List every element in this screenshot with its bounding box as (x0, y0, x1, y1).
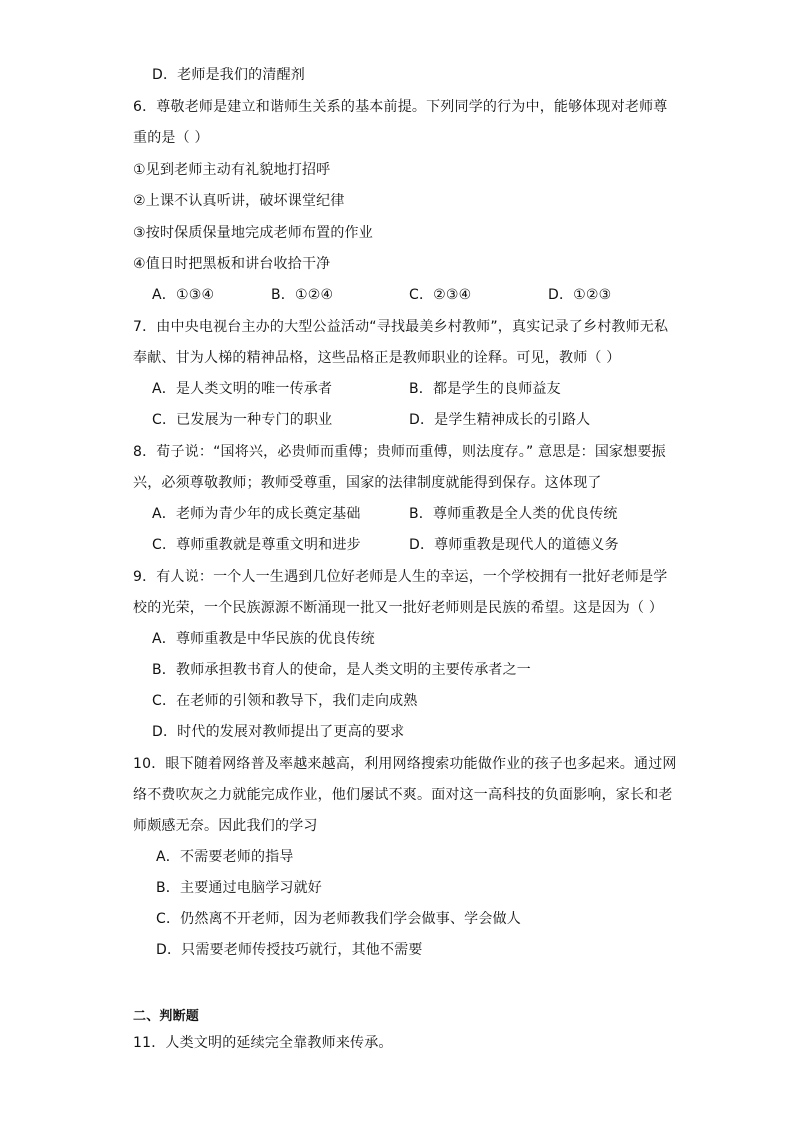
q6-item-2: ②上课不认真听讲，破坏课堂纪律 (133, 193, 345, 209)
q8-stem-line1: 8．荀子说：“国将兴，必贵师而重傅；贵师而重傅，则法度存。” 意思是：国家想要振 (133, 444, 666, 460)
q8-option-d: D．尊师重教是现代人的道德义务 (409, 537, 619, 553)
q7-stem-line1: 7．由中央电视台主办的大型公益活动“寻找最美乡村教师”，真实记录了乡村教师无私 (133, 319, 669, 335)
q9-option-a: A．尊师重教是中华民族的优良传统 (152, 631, 375, 647)
q7-option-b: B．都是学生的良师益友 (409, 381, 561, 397)
q8-option-b: B．尊师重教是全人类的优良传统 (409, 506, 618, 522)
q10-stem-line2: 络不费吹灰之力就能完成作业，他们屡试不爽。面对这一高科技的负面影响，家长和老 (133, 787, 673, 803)
q8-stem-line2: 兴，必须尊敬教师；教师受尊重，国家的法律制度就能得到保存。这体现了 (133, 475, 602, 491)
q6-option-c: C．②③④ (409, 287, 472, 303)
q10-stem-line1: 10．眼下随着网络普及率越来越高，利用网络搜索功能做作业的孩子也多起来。通过网 (133, 756, 677, 772)
q6-stem-line2: 重的是（ ） (133, 130, 209, 146)
q6-option-d: D．①②③ (548, 287, 612, 303)
q10-stem-line3: 师颇感无奈。因此我们的学习 (133, 818, 318, 834)
q7-option-a: A．是人类文明的唯一传承者 (152, 381, 333, 397)
q7-option-d: D．是学生精神成长的引路人 (409, 412, 591, 428)
q5-option-d: D．老师是我们的清醒剂 (152, 67, 305, 83)
q9-option-d: D．时代的发展对教师提出了更高的要求 (152, 724, 405, 740)
q9-option-c: C．在老师的引领和教导下，我们走向成熟 (152, 693, 418, 709)
q8-option-c: C．尊师重教就是尊重文明和进步 (152, 537, 361, 553)
q9-stem-line2: 校的光荣，一个民族源源不断涌现一批又一批好老师则是民族的希望。这是因为（ ） (133, 600, 664, 616)
q6-option-a: A．①③④ (152, 287, 215, 303)
q7-option-c: C．已发展为一种专门的职业 (152, 412, 333, 428)
q6-item-1: ①见到老师主动有礼貌地打招呼 (133, 162, 331, 178)
q6-item-3: ③按时保质保量地完成老师布置的作业 (133, 225, 373, 241)
section-title-judgment: 二、判断题 (133, 1009, 200, 1024)
q8-option-a: A．老师为青少年的成长奠定基础 (152, 506, 361, 522)
q10-option-b: B．主要通过电脑学习就好 (156, 880, 323, 896)
q10-option-a: A．不需要老师的指导 (156, 849, 294, 865)
q10-option-d: D．只需要老师传授技巧就行，其他不需要 (156, 942, 423, 958)
q6-stem-line1: 6．尊敬老师是建立和谐师生关系的基本前提。下列同学的行为中，能够体现对老师尊 (133, 99, 668, 115)
q9-option-b: B．教师承担教书育人的使命，是人类文明的主要传承者之一 (152, 662, 532, 678)
q7-stem-line2: 奉献、甘为人梯的精神品格，这些品格正是教师职业的诠释。可见，教师（ ） (133, 350, 621, 366)
q6-option-b: B．①②④ (271, 287, 334, 303)
q11-stem: 11．人类文明的延续完全靠教师来传承。 (133, 1035, 393, 1051)
q9-stem-line1: 9．有人说：一个人一生遇到几位好老师是人生的幸运，一个学校拥有一批好老师是学 (133, 569, 668, 585)
q10-option-c: C．仍然离不开老师，因为老师教我们学会做事、学会做人 (156, 911, 521, 927)
q6-item-4: ④值日时把黑板和讲台收拾干净 (133, 256, 331, 272)
